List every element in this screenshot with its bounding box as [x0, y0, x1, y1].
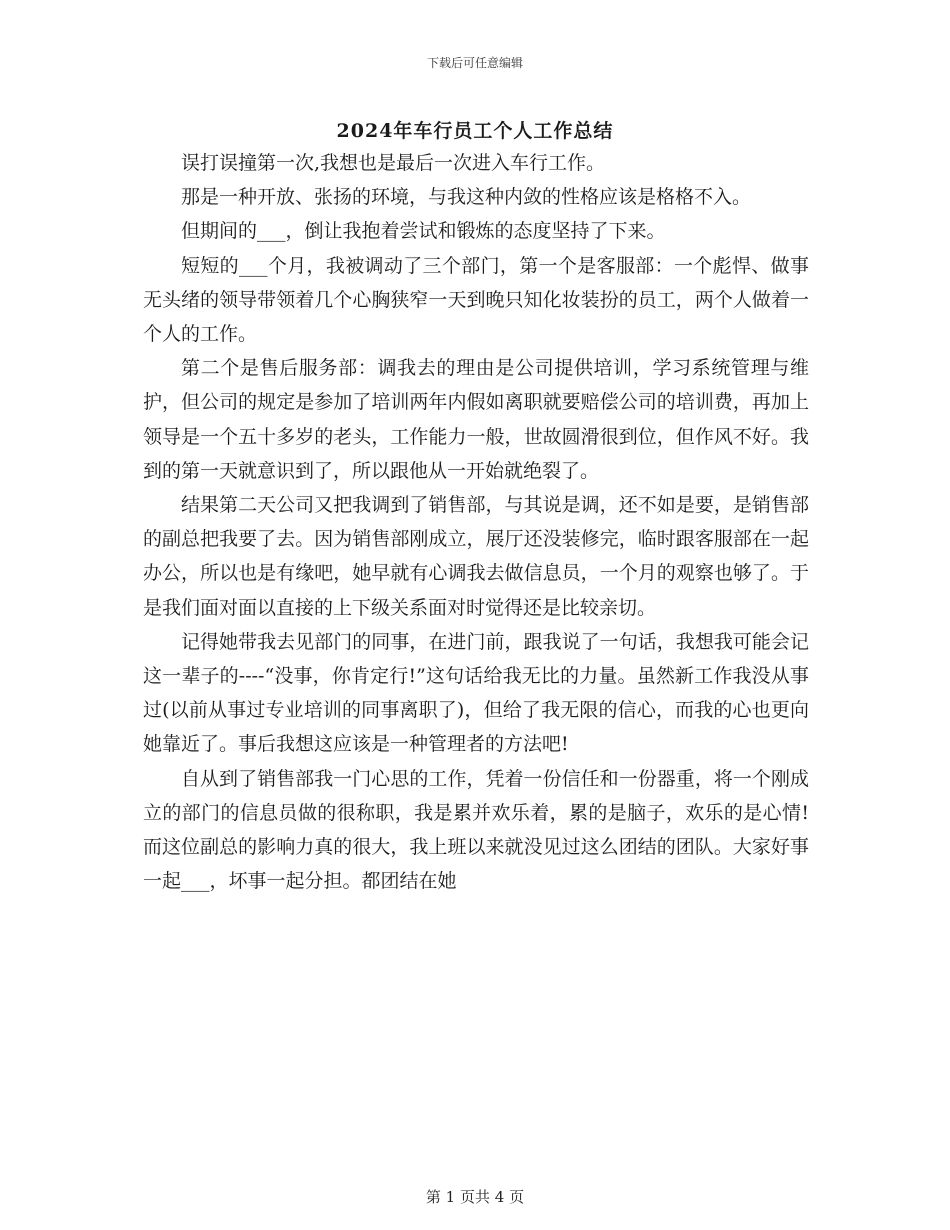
paragraph: 那是一种开放、张扬的环境，与我这种内敛的性格应该是格格不入。 [181, 186, 752, 209]
paragraph: 但期间的___，倒让我抱着尝试和锻炼的态度坚持了下来。 [181, 220, 666, 243]
page-footer: 第 1 页共 4 页 [425, 1188, 525, 1206]
paragraph: 误打误撞第一次,我想也是最后一次进入车行工作。 [181, 152, 606, 174]
paragraph: 自从到了销售部我一门心思的工作，凭着一份信任和一份器重，将一个刚成立的部门的信息员做的很称职，我是累并欢乐着，累的是脑子，欢乐的是心情!而这位副总的影响力真的很大，我上班以来就没见过这么团结的团队。大家好事一起___，坏事一起分担。都团结在她 [143, 767, 809, 893]
page-header: 下载后可任意编辑 [426, 56, 523, 70]
paragraph: 记得她带我去见部门的同事，在进门前，跟我说了一句话，我想我可能会记这一辈子的----“没事，你肯定行!”这句话给我无比的力量。虽然新工作我没从事过(以前从事过专业培训的同事离职了)，但给了我无限的信心，而我的心也更向她靠近了。事后我想这应该是一种管理者的方法吧! [143, 630, 809, 756]
document-title: 2024年车行员工个人工作总结 [336, 120, 614, 142]
paragraph: 短短的___个月，我被调动了三个部门，第一个是客服部：一个彪悍、做事无头绪的领导带领着几个心胸狭窄一天到晚只知化妆装扮的员工，两个人做着一个人的工作。 [143, 254, 809, 346]
paragraph: 第二个是售后服务部：调我去的理由是公司提供培训，学习系统管理与维护，但公司的规定是参加了培训两年内假如离职就要赔偿公司的培训费，再加上领导是一个五十多岁的老头，工作能力一般，世故圆滑很到位，但作风不好。我到的第一天就意识到了，所以跟他从一开始就绝裂了。 [143, 357, 809, 482]
paragraph: 结果第二天公司又把我调到了销售部，与其说是调，还不如是要，是销售部的副总把我要了去。因为销售部刚成立，展厅还没装修完，临时跟客服部在一起办公，所以也是有缘吧，她早就有心调我去做信息员，一个月的观察也够了。于是我们面对面以直接的上下级关系面对时觉得还是比较亲切。 [143, 494, 809, 619]
document-body [143, 146, 809, 898]
